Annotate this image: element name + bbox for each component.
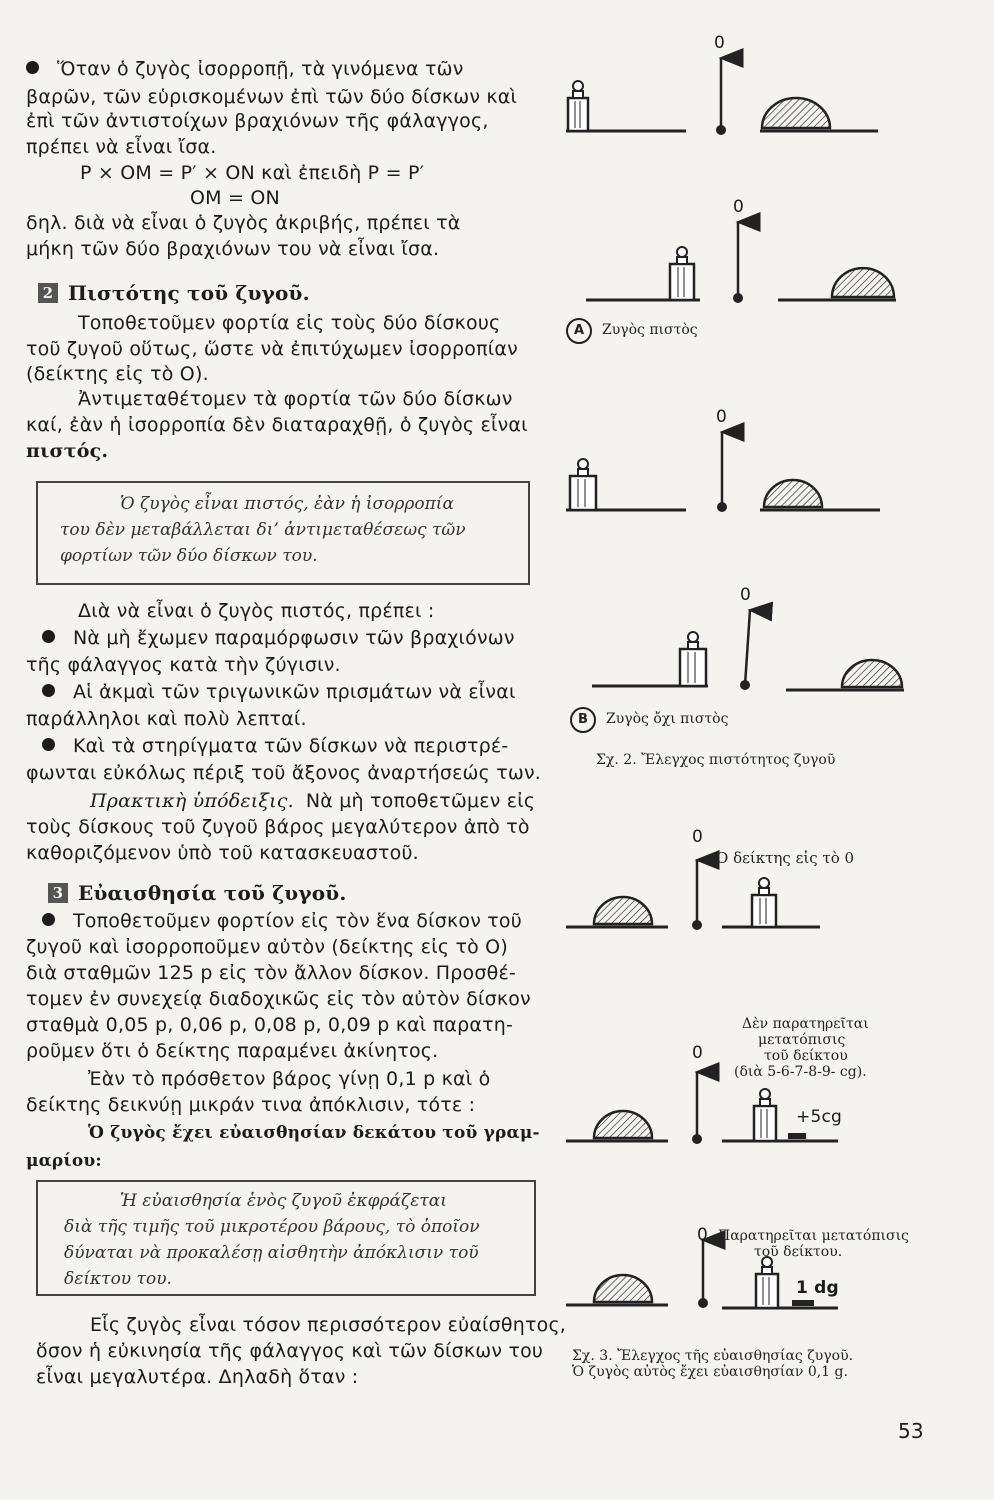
fig3-note2-line1: Δὲν παρατηρεῖται (742, 1016, 869, 1032)
bullet2-line1: Αἱ ἀκμαὶ τῶν τριγωνικῶν πρισμάτων νὰ εἶναι (42, 679, 516, 705)
letter-a-circle: A (566, 318, 592, 344)
box2-line2: διὰ τῆς τιμῆς τοῦ μικροτέρου βάρους, τὸ ὁποῖον (64, 1217, 480, 1237)
p3-bold: πιστός. (26, 440, 109, 462)
p1-line2: βαρῶν, τῶν εὑρισκομένων ἐπὶ τῶν δύο δίσκων καὶ (26, 86, 518, 108)
fig3-weight2: 1 dg (796, 1278, 839, 1298)
p8-line1: Ὁ ζυγὸς ἔχει εὐαισθησίαν δεκάτου τοῦ γραμ- (88, 1123, 540, 1143)
box1-line2: του δὲν μεταβάλλεται δι’ ἀντιμεταθέσεως τῶν (60, 520, 466, 540)
equation-1: P × OM = P′ × ON καὶ ἐπειδὴ P = P′ (80, 162, 425, 184)
zero-label-2: 0 (733, 197, 745, 217)
zero-label-1: 0 (714, 33, 726, 53)
p1b-line2: μήκη τῶν δύο βραχιόνων του νὰ εἶναι ἴσα. (26, 238, 440, 260)
p1-line1: Ὅταν ὁ ζυγὸς ἰσορροπῇ, τὰ γινόμενα τῶν (26, 56, 464, 82)
balance-fig-b2 (592, 610, 904, 690)
p5-line2: τοὺς δίσκους τοῦ ζυγοῦ βάρος μεγαλύτερον ἀπὸ τὸ (26, 816, 530, 838)
p7-line1: Ἐὰν τὸ πρόσθετον βάρος γίνῃ 0,1 p καὶ ὁ (88, 1068, 491, 1090)
zero-label-6: 0 (692, 1043, 704, 1063)
box1-line1: Ὁ ζυγὸς εἶναι πιστός, ἐὰν ἡ ἰσορροπία (120, 494, 454, 514)
bullet3-line2: φωνται εὐκόλως πέριξ τοῦ ἄξονος ἀναρτήσεώς των. (26, 762, 542, 784)
fig3-note2-line4: (διὰ 5-6-7-8-9- cg). (734, 1064, 867, 1080)
fig2-caption: Σχ. 2. Ἔλεγχος πιστότητος ζυγοῦ (596, 752, 836, 768)
p2-line2: τοῦ ζυγοῦ οὕτως, ὥστε νὰ ἐπιτύχωμεν ἰσορροπίαν (26, 338, 518, 360)
box2-line1: Ἡ εὐαισθησία ἑνὸς ζυγοῦ ἐκφράζεται (120, 1191, 447, 1211)
bullet3-line1: Καὶ τὰ στηρίγματα τῶν δίσκων νὰ περιστρέ- (42, 733, 508, 759)
p9-line2: ὅσον ἡ εὐκινησία τῆς φάλαγγος καὶ τῶν δίσκων του (36, 1340, 544, 1362)
fig3-note2-line2: μετατόπισις (758, 1032, 846, 1048)
fig3-note3-line2: τοῦ δείκτου. (754, 1244, 843, 1260)
page-number: 53 (898, 1419, 924, 1443)
balance-fig-3a (566, 860, 820, 930)
bullet1-line2: τῆς φάλαγγος κατὰ τὴν ζύγισιν. (26, 654, 341, 676)
p9-line1: Εἷς ζυγὸς εἶναι τόσον περισσότερον εὐαίσθητος, (90, 1314, 567, 1336)
fig3-note3-line1: Παρατηρεῖται μετατόπισις (718, 1228, 909, 1244)
box1-line3: φορτίων τῶν δύο δίσκων του. (60, 546, 318, 566)
letter-b-circle: B (570, 707, 596, 733)
fig3-caption-line2: Ὁ ζυγὸς αὐτὸς ἔχει εὐαισθησίαν 0,1 g. (572, 1364, 848, 1380)
p1-line4: πρέπει νὰ εἶναι ἴσα. (26, 136, 217, 158)
p1b-line1: δηλ. διὰ νὰ εἶναι ὁ ζυγὸς ἀκριβής, πρέπει τὰ (26, 212, 461, 234)
p9-line3: εἶναι μεγαλυτέρα. Δηλαδὴ ὅταν : (36, 1366, 359, 1388)
section-2-title: Πιστότης τοῦ ζυγοῦ. (68, 281, 310, 305)
p6-line3: διὰ σταθμῶν 125 p εἰς τὸν ἄλλον δίσκον. Προσθέ- (26, 962, 516, 984)
section-3-number: 3 (48, 883, 68, 903)
balance-fig-a2 (586, 222, 896, 303)
zero-label-3: 0 (716, 407, 728, 427)
fig2-b-label: B Ζυγὸς ὄχι πιστὸς (570, 707, 728, 733)
p2-line3: (δείκτης εἰς τὸ Ο). (26, 363, 209, 385)
equation-2: OM = ON (190, 187, 280, 209)
p6-line5: σταθμὰ 0,05 p, 0,06 p, 0,08 p, 0,09 p καὶ παρατη- (26, 1014, 514, 1036)
p5-italic: Πρακτικὴ ὑπόδειξις. (90, 790, 294, 812)
zero-label-7: 0 (697, 1225, 709, 1245)
fig2-a-label: A Ζυγὸς πιστὸς (566, 318, 698, 344)
p6-line6: ροῦμεν ὅτι ὁ δείκτης παραμένει ἀκίνητος. (26, 1040, 439, 1062)
fig3-weight1: +5cg (796, 1107, 842, 1127)
p6-line1: Τοποθετοῦμεν φορτίον εἰς τὸν ἕνα δίσκον τοῦ (42, 908, 522, 934)
p6-line2: ζυγοῦ καὶ ἰσορροποῦμεν αὐτὸν (δείκτης εἰς τὸ Ο) (26, 936, 508, 958)
p2-line1: Τοποθετοῦμεν φορτία εἰς τοὺς δύο δίσκους (78, 312, 501, 334)
p3-line2: καί, ἐὰν ἡ ἰσορροπία δὲν διαταραχθῇ, ὁ ζυγὸς εἶναι (26, 414, 528, 436)
fig3-note2-line3: τοῦ δείκτου (764, 1048, 848, 1064)
p4: Διὰ νὰ εἶναι ὁ ζυγὸς πιστός, πρέπει : (78, 600, 435, 622)
box2-line4: δείκτου του. (64, 1269, 172, 1289)
p6-line4: τομεν ἐν συνεχείᾳ διαδοχικῶς εἰς τὸν αὐτὸν δίσκον (26, 988, 531, 1010)
fig3-note1: Ο δείκτης εἰς τὸ 0 (716, 849, 855, 867)
p7-line2: δείκτης δεικνύῃ μικράν τινα ἀπόκλισιν, τότε : (26, 1094, 476, 1116)
bullet1-line1: Νὰ μὴ ἔχωμεν παραμόρφωσιν τῶν βραχιόνων (42, 625, 515, 651)
balance-fig-a1 (566, 58, 878, 135)
zero-label-5: 0 (692, 827, 704, 847)
p8-line2: μαρίου: (26, 1151, 102, 1171)
p1-line3: ἐπὶ τῶν ἀντιστοίχων βραχιόνων τῆς φάλαγγος, (26, 110, 489, 132)
balance-fig-b1 (566, 432, 880, 512)
section-3-title: Εὐαισθησία τοῦ ζυγοῦ. (78, 881, 347, 905)
box2-line3: δύναται νὰ προκαλέσῃ αἰσθητὴν ἀπόκλισιν τοῦ (64, 1243, 479, 1263)
fig3-caption-line1: Σχ. 3. Ἔλεγχος τῆς εὐαισθησίας ζυγοῦ. (572, 1348, 854, 1364)
p5-line3: καθοριζόμενον ὑπὸ τοῦ κατασκευαστοῦ. (26, 842, 419, 864)
p3-line1: Ἀντιμεταθέτομεν τὰ φορτία τῶν δύο δίσκων (78, 388, 513, 410)
section-2-number: 2 (38, 283, 58, 303)
zero-label-4: 0 (740, 585, 752, 605)
p5-text: Νὰ μὴ τοποθετῶμεν εἰς (305, 790, 536, 812)
bullet2-line2: παράλληλοι καὶ πολὺ λεπταί. (26, 708, 307, 730)
